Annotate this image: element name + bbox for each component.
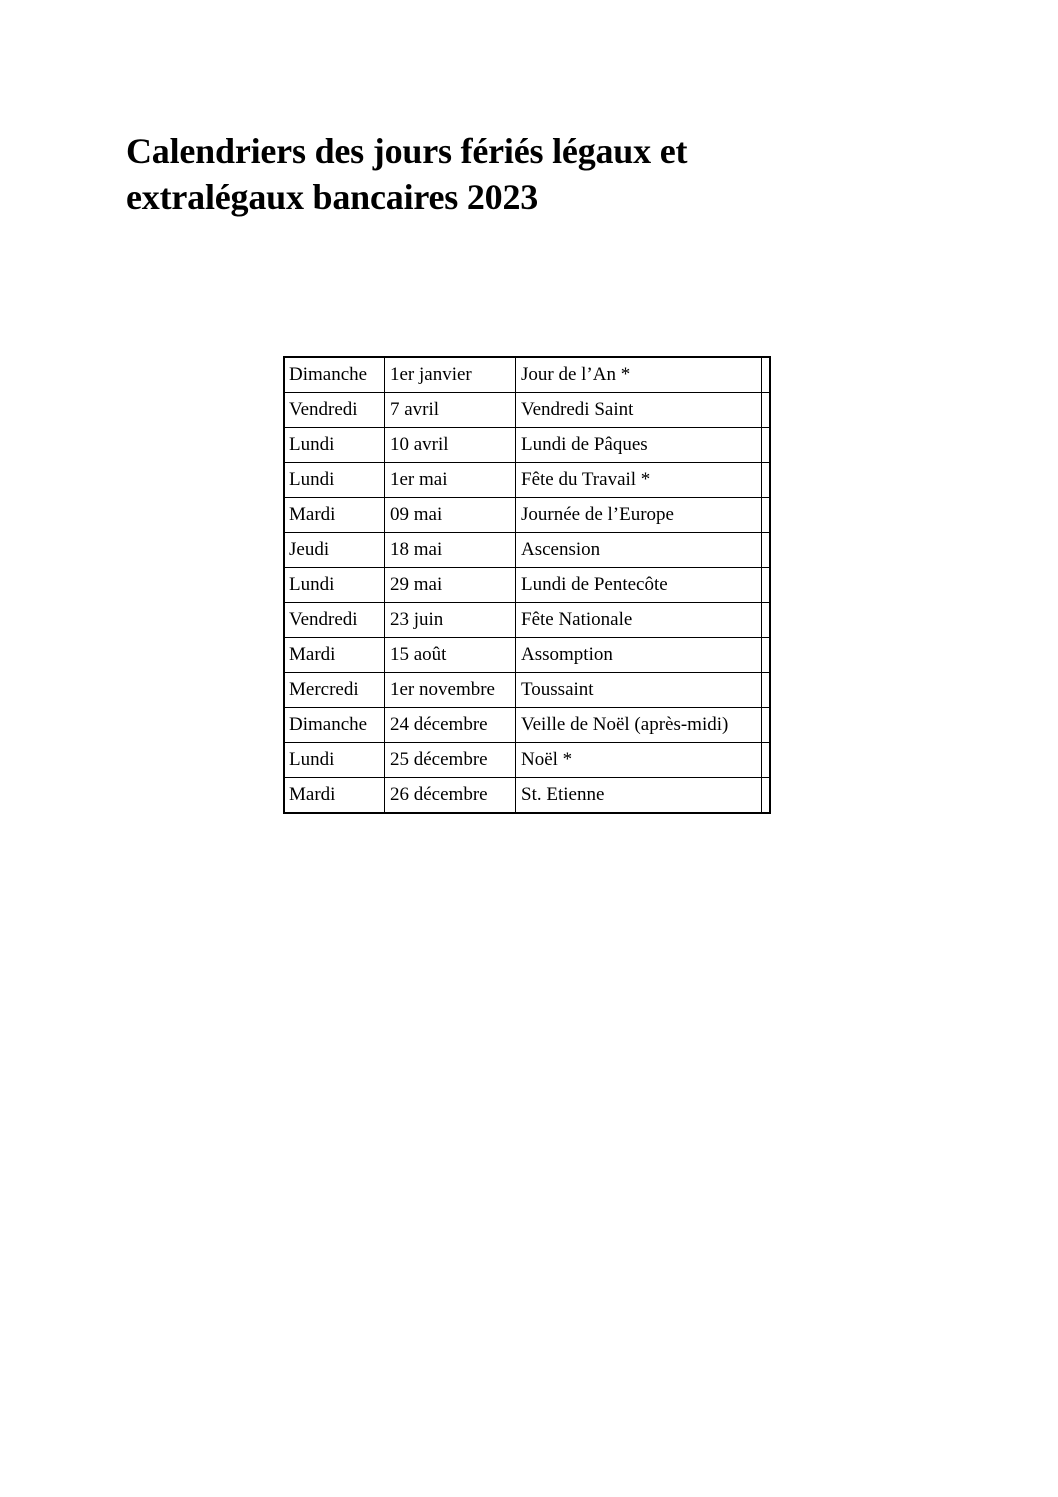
empty-cell bbox=[762, 498, 771, 533]
table-row bbox=[284, 603, 770, 638]
date-cell: 25 décembre bbox=[385, 743, 516, 778]
date-cell: 1er novembre bbox=[385, 673, 516, 708]
table-row bbox=[284, 638, 770, 673]
day-cell: Lundi bbox=[284, 568, 385, 603]
day-cell: Mardi bbox=[284, 498, 385, 533]
empty-cell bbox=[762, 393, 771, 428]
page-title-line-2: extralégaux bancaires 2023 bbox=[126, 177, 539, 217]
table-row bbox=[284, 533, 770, 568]
empty-cell bbox=[762, 463, 771, 498]
page-title bbox=[126, 128, 886, 220]
holiday-name-cell: Fête Nationale bbox=[516, 603, 762, 638]
holiday-name-cell: Noël * bbox=[516, 743, 762, 778]
holiday-name-cell: Fête du Travail * bbox=[516, 463, 762, 498]
date-cell: 29 mai bbox=[385, 568, 516, 603]
day-cell: Vendredi bbox=[284, 603, 385, 638]
table-row bbox=[284, 463, 770, 498]
table-row bbox=[284, 568, 770, 603]
holiday-name-cell: Lundi de Pâques bbox=[516, 428, 762, 463]
holiday-name-cell: Vendredi Saint bbox=[516, 393, 762, 428]
day-cell: Mardi bbox=[284, 778, 385, 814]
day-cell: Lundi bbox=[284, 743, 385, 778]
day-cell: Lundi bbox=[284, 428, 385, 463]
empty-cell bbox=[762, 743, 771, 778]
empty-cell bbox=[762, 638, 771, 673]
holiday-name-cell: Journée de l’Europe bbox=[516, 498, 762, 533]
empty-cell bbox=[762, 533, 771, 568]
page-title-line-1: Calendriers des jours fériés légaux et bbox=[126, 131, 688, 171]
table-row bbox=[284, 778, 770, 814]
table-row bbox=[284, 498, 770, 533]
holiday-table-body bbox=[284, 357, 770, 813]
day-cell: Mercredi bbox=[284, 673, 385, 708]
empty-cell bbox=[762, 357, 771, 393]
date-cell: 1er janvier bbox=[385, 357, 516, 393]
holiday-name-cell: Jour de l’An * bbox=[516, 357, 762, 393]
date-cell: 7 avril bbox=[385, 393, 516, 428]
table-row bbox=[284, 743, 770, 778]
date-cell: 26 décembre bbox=[385, 778, 516, 814]
date-cell: 09 mai bbox=[385, 498, 516, 533]
table-row bbox=[284, 393, 770, 428]
date-cell: 24 décembre bbox=[385, 708, 516, 743]
empty-cell bbox=[762, 708, 771, 743]
day-cell: Dimanche bbox=[284, 708, 385, 743]
day-cell: Jeudi bbox=[284, 533, 385, 568]
table-row bbox=[284, 428, 770, 463]
holiday-name-cell: Lundi de Pentecôte bbox=[516, 568, 762, 603]
date-cell: 15 août bbox=[385, 638, 516, 673]
holiday-table bbox=[283, 356, 771, 814]
holiday-name-cell: Toussaint bbox=[516, 673, 762, 708]
empty-cell bbox=[762, 778, 771, 814]
table-row bbox=[284, 708, 770, 743]
holiday-name-cell: St. Etienne bbox=[516, 778, 762, 814]
day-cell: Dimanche bbox=[284, 357, 385, 393]
empty-cell bbox=[762, 428, 771, 463]
day-cell: Lundi bbox=[284, 463, 385, 498]
date-cell: 1er mai bbox=[385, 463, 516, 498]
holiday-name-cell: Assomption bbox=[516, 638, 762, 673]
day-cell: Mardi bbox=[284, 638, 385, 673]
date-cell: 23 juin bbox=[385, 603, 516, 638]
empty-cell bbox=[762, 568, 771, 603]
holiday-name-cell: Ascension bbox=[516, 533, 762, 568]
day-cell: Vendredi bbox=[284, 393, 385, 428]
holiday-name-cell: Veille de Noël (après-midi) bbox=[516, 708, 762, 743]
empty-cell bbox=[762, 673, 771, 708]
table-row bbox=[284, 357, 770, 393]
empty-cell bbox=[762, 603, 771, 638]
date-cell: 10 avril bbox=[385, 428, 516, 463]
date-cell: 18 mai bbox=[385, 533, 516, 568]
table-row bbox=[284, 673, 770, 708]
